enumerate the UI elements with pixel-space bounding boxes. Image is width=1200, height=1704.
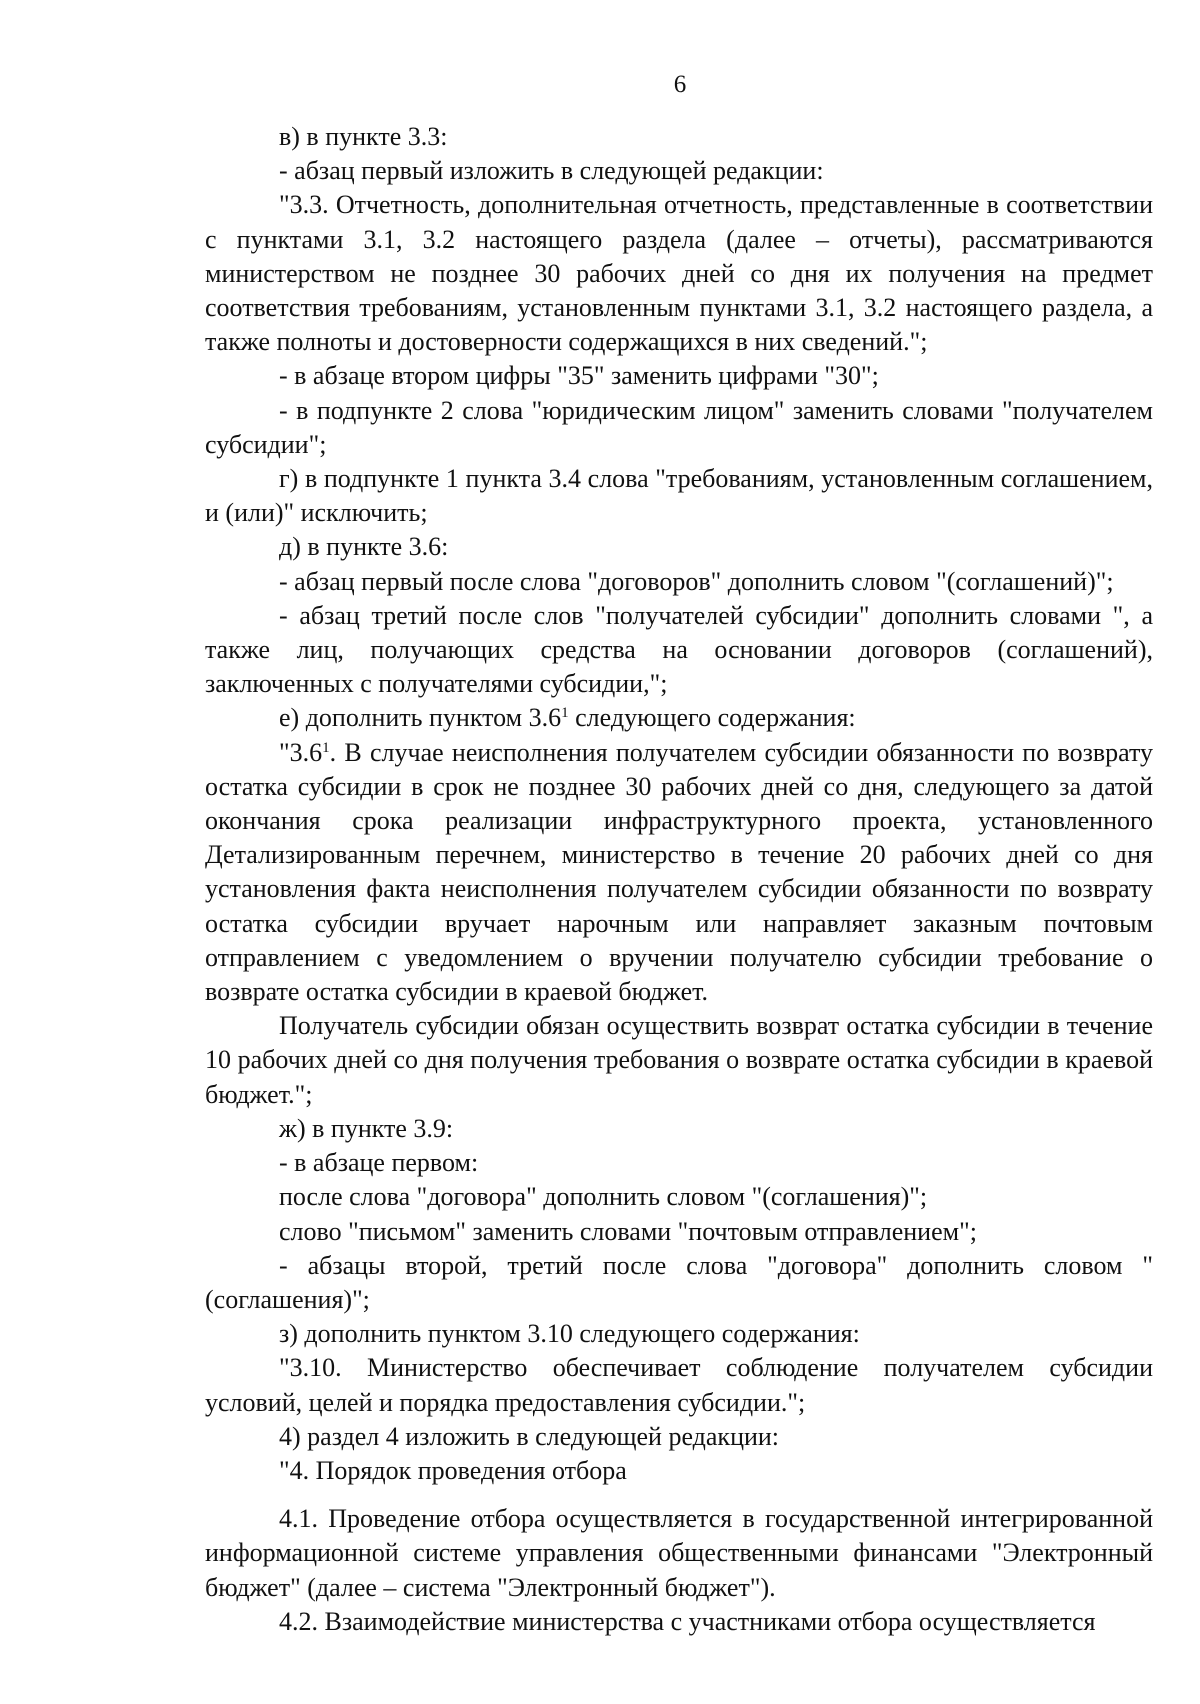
document-body xyxy=(205,120,1153,1639)
paragraph: 4) раздел 4 изложить в следующей редакции: xyxy=(279,1421,780,1451)
paragraph: г) в подпункте 1 пункта 3.4 слова "требованиям, установленным соглашением, и (или)" исключить; xyxy=(205,464,1153,528)
paragraph: - абзац третий после слов "получателей субсидии" дополнить словами ", а также лиц, получающих средства на основании договоров (соглашений), заключенных с получателями субсидии,"; xyxy=(205,600,1153,699)
paragraph: ж) в пункте 3.9: xyxy=(279,1113,454,1143)
paragraph: "3.10. Министерство обеспечивает соблюдение получателем субсидии условий, целей и порядка предоставления субсидии."; xyxy=(205,1353,1153,1417)
paragraph: - в абзаце первом: xyxy=(279,1148,479,1178)
paragraph: слово "письмом" заменить словами "почтовым отправлением"; xyxy=(279,1216,977,1246)
page-number: 6 xyxy=(673,71,687,98)
paragraph: 4.2. Взаимодействие министерства с участниками отбора осуществляется xyxy=(279,1606,1096,1636)
superscript: 1 xyxy=(322,739,330,756)
paragraph: - в абзаце втором цифры "35" заменить цифрами "30"; xyxy=(279,361,879,391)
paragraph: - абзацы второй, третий после слова "договора" дополнить словом "(соглашения)"; xyxy=(205,1250,1153,1314)
paragraph: - абзац первый изложить в следующей редакции: xyxy=(279,156,824,186)
paragraph: - абзац первый после слова "договоров" дополнить словом "(соглашений)"; xyxy=(279,566,1114,596)
superscript: 1 xyxy=(561,705,569,722)
paragraph: в) в пункте 3.3: xyxy=(279,122,448,151)
section-heading: "4. Порядок проведения отбора xyxy=(279,1455,627,1485)
paragraph xyxy=(205,701,1153,735)
paragraph: "3.3. Отчетность, дополнительная отчетность, представленные в соответствии с пунктами 3.1, 3.2 настоящего раздела (далее – отчеты), рассматриваются министерством не позднее 30 рабочих дней со дня их получения на предмет соответствия требованиям, установленным пунктами 3.1, 3.2 настоящего раздела, а также полноты и достоверности содержащихся в них сведений."; xyxy=(205,190,1153,357)
paragraph-text: "3.6 xyxy=(279,737,323,767)
paragraph: - в подпункте 2 слова "юридическим лицом" заменить словами "получателем субсидии"; xyxy=(205,395,1153,459)
paragraph: з) дополнить пунктом 3.10 следующего содержания: xyxy=(279,1319,860,1349)
paragraph: после слова "договора" дополнить словом "(соглашения)"; xyxy=(279,1182,928,1212)
paragraph-text: следующего содержания: xyxy=(575,703,856,733)
paragraph: 4.1. Проведение отбора осуществляется в государственной интегрированной информационной системе управления общественными финансами "Электронный бюджет" (далее – система "Электронный бюджет"). xyxy=(205,1504,1153,1602)
paragraph: Получатель субсидии обязан осуществить возврат остатка субсидии в течение 10 рабочих дней со дня получения требования о возврате остатка субсидии в краевой бюджет."; xyxy=(205,1011,1153,1109)
paragraph: д) в пункте 3.6: xyxy=(279,532,449,562)
paragraph xyxy=(205,736,1153,1010)
paragraph-text: . В случае неисполнения получателем субсидии обязанности по возврату остатка субсидии в срок не позднее 30 рабочих дней со дня, следующего за датой окончания срока реализации инфраструктурного проекта, установленного Детализированным перечнем, министерство в течение 20 рабочих дней со дня установления факта неисполнения получателем субсидии обязанности по возврату остатка субсидии вручает нарочным или направляет заказным почтовым отправлением с уведомлением о вручении получателю субсидии требование о возврате остатка субсидии в краевой бюджет. xyxy=(205,737,1153,1007)
paragraph-text: е) дополнить пунктом 3.6 xyxy=(279,703,562,733)
